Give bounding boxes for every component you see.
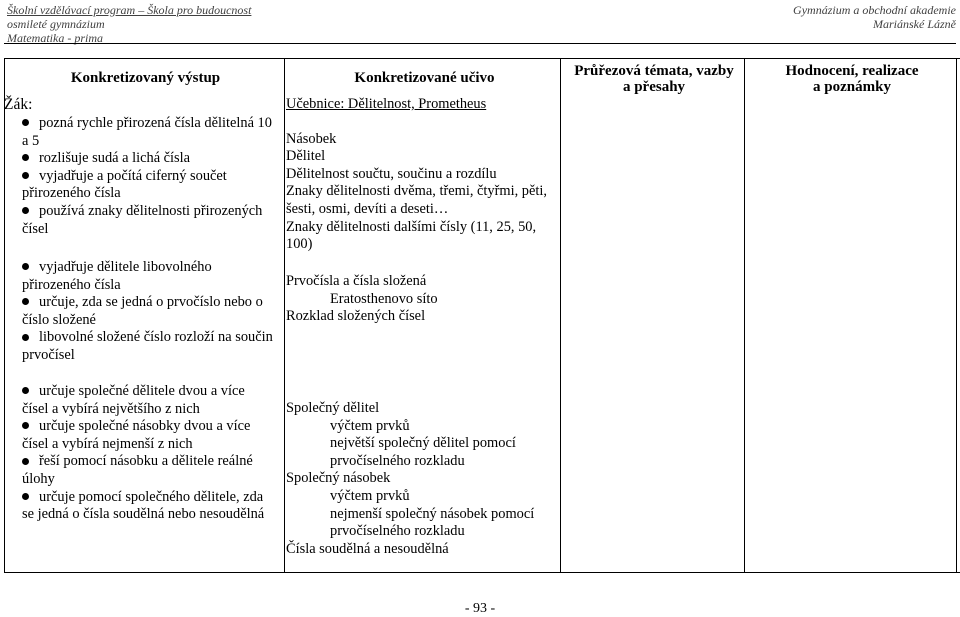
curriculum-table bbox=[4, 58, 960, 573]
column-divider-1 bbox=[284, 58, 285, 573]
column-header-evaluation-line1: Hodnocení, realizace bbox=[785, 63, 919, 79]
bullet-icon bbox=[22, 493, 29, 500]
header-subject: Matematika - prima bbox=[7, 31, 103, 45]
list-item: určuje pomocí společného dělitele, zda se jedná o čísla soudělná nebo nesoudělná bbox=[22, 488, 265, 523]
bullet-icon bbox=[22, 334, 29, 341]
curriculum-item: výčtem prvků bbox=[330, 487, 410, 504]
curriculum-item: Znaky dělitelnosti dalšími čísly (11, 25, 50, 100) bbox=[286, 218, 537, 253]
table-right-border bbox=[956, 58, 957, 573]
curriculum-item: nejmenší společný násobek pomocí prvočíselného rozkladu bbox=[330, 505, 535, 540]
curriculum-item: Společný dělitel bbox=[286, 400, 380, 416]
row3-outputs bbox=[22, 383, 274, 524]
row1-curriculum bbox=[286, 96, 556, 254]
textbook-reference: Učebnice: Dělitelnost, Prometheus bbox=[286, 96, 487, 112]
table-bottom-border bbox=[4, 572, 960, 573]
column-header-evaluation bbox=[746, 63, 958, 95]
curriculum-item: největší společný dělitel pomocí prvočíselného rozkladu bbox=[330, 435, 516, 469]
row2-outputs bbox=[22, 259, 274, 365]
curriculum-item: Eratosthenovo síto bbox=[330, 290, 438, 307]
bullet-icon bbox=[22, 458, 29, 465]
bullet-icon bbox=[22, 207, 29, 214]
header-school-name: Gymnázium a obchodní akademie bbox=[793, 3, 956, 17]
page-number: - 93 - bbox=[464, 601, 496, 616]
header-program-line bbox=[7, 3, 251, 17]
curriculum-item: Znaky dělitelnosti dvěma, třemi, čtyřmi, pěti, šesti, osmi, devíti a deseti… bbox=[286, 183, 547, 217]
curriculum-item: Dělitelnost součtu, součinu a rozdílu bbox=[286, 165, 497, 182]
bullet-icon bbox=[22, 422, 29, 429]
pupil-label: Žák: bbox=[4, 96, 33, 113]
column-header-evaluation-line2: a poznámky bbox=[813, 79, 891, 95]
list-item: pozná rychle přirozená čísla dělitelná 10 a 5 bbox=[22, 115, 272, 149]
bullet-icon bbox=[22, 263, 29, 270]
list-item: určuje společné dělitele dvou a více čísel a vybírá největšího z nich bbox=[22, 383, 245, 417]
list-item: rozlišuje sudá a lichá čísla bbox=[22, 150, 274, 168]
curriculum-item: Dělitel bbox=[286, 148, 326, 165]
table-left-border bbox=[4, 58, 5, 573]
column-header-themes-line1: Průřezová témata, vazby bbox=[574, 63, 734, 79]
document-header-left bbox=[7, 3, 251, 45]
header-school-type: osmileté gymnázium bbox=[7, 17, 105, 31]
curriculum-item: Prvočísla a čísla složená bbox=[286, 273, 427, 289]
column-header-curriculum: Konkretizované učivo bbox=[354, 70, 495, 86]
row3-curriculum bbox=[286, 400, 556, 558]
row2-curriculum bbox=[286, 273, 556, 326]
column-divider-3 bbox=[744, 58, 745, 573]
curriculum-item: Rozklad složených čísel bbox=[286, 308, 426, 325]
document-header-right bbox=[793, 3, 956, 31]
header-divider bbox=[4, 43, 956, 44]
list-item: libovolné složené číslo rozloží na součin prvočísel bbox=[22, 329, 273, 363]
list-item: používá znaky dělitelnosti přirozených čísel bbox=[22, 202, 263, 237]
list-item: vyjadřuje dělitele libovolného přirozeného čísla bbox=[22, 259, 212, 293]
bullet-icon bbox=[22, 298, 29, 305]
bullet-icon bbox=[22, 154, 29, 161]
curriculum-item: výčtem prvků bbox=[330, 417, 410, 434]
list-item: určuje společné násobky dvou a více čísel a vybírá nejmenší z nich bbox=[22, 418, 251, 452]
list-item: vyjadřuje a počítá ciferný součet přirozeného čísla bbox=[22, 167, 227, 202]
curriculum-item: Čísla soudělná a nesoudělná bbox=[286, 540, 449, 557]
column-header-output: Konkretizovaný výstup bbox=[70, 70, 221, 86]
table-top-border bbox=[4, 58, 960, 59]
curriculum-item: Společný násobek bbox=[286, 470, 391, 487]
curriculum-item: Násobek bbox=[286, 130, 337, 147]
list-item: určuje, zda se jedná o prvočíslo nebo o číslo složené bbox=[22, 294, 263, 328]
column-header-themes-line2: a přesahy bbox=[622, 79, 686, 95]
bullet-icon bbox=[22, 387, 29, 394]
column-divider-2 bbox=[560, 58, 561, 573]
bullet-icon bbox=[22, 119, 29, 126]
header-program-title: Školní vzdělávací program – Škola pro budoucnost bbox=[7, 3, 252, 17]
list-item: řeší pomocí násobku a dělitele reálné úlohy bbox=[22, 453, 253, 487]
column-header-themes bbox=[564, 63, 744, 95]
header-school-town: Mariánské Lázně bbox=[873, 17, 956, 31]
bullet-icon bbox=[22, 172, 29, 179]
row1-outputs bbox=[22, 115, 274, 238]
